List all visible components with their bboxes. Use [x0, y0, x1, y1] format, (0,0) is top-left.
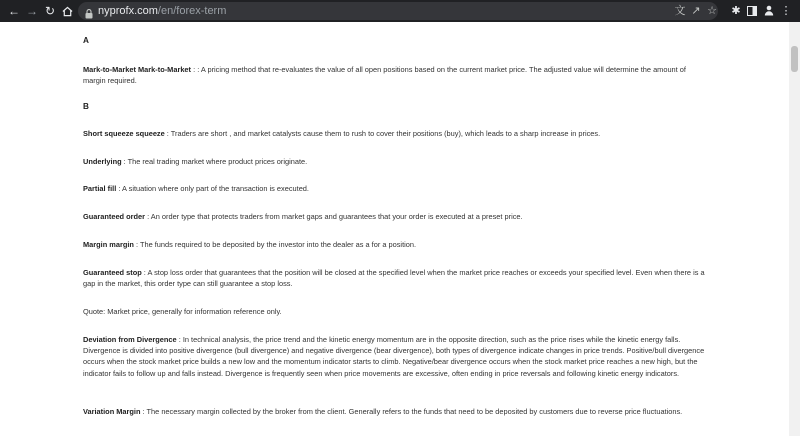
- term-definition: Quote: Market price, generally for information reference only.: [83, 307, 282, 316]
- glossary-entry: [83, 156, 708, 167]
- arrow-left-icon[interactable]: ←: [8, 4, 20, 18]
- term-separator: :: [121, 157, 128, 166]
- address-bar[interactable]: [78, 2, 718, 20]
- star-icon[interactable]: ☆: [707, 5, 717, 17]
- term-separator: :: [176, 335, 183, 344]
- term-separator: :: [141, 268, 148, 277]
- term-separator: :: [164, 129, 171, 138]
- term-definition: A situation where only part of the transaction is executed.: [122, 184, 309, 193]
- profile-icon[interactable]: [761, 3, 777, 19]
- glossary-entry: [83, 334, 708, 379]
- page-content: [0, 22, 789, 436]
- glossary-entry: [83, 183, 708, 194]
- kebab-menu-icon[interactable]: ⋮: [780, 5, 792, 17]
- section-letter-b: B: [83, 102, 89, 111]
- glossary-entry: [83, 239, 708, 250]
- url-domain: nyprofx.com: [98, 5, 158, 17]
- term-definition: Traders are short , and market catalysts cause them to rush to cover their positions (buy), which leads to a sharp increase in prices.: [170, 129, 601, 138]
- term-definition: In technical analysis, the price trend and the kinetic energy momentum are in the opposite direction, such as the price rises while the kinetic energy falls. Divergence is divided into positive divergence (bull divergence) and negative divergence (bear divergence), both types of divergence indicate changes in price trends. Positive/bull divergence occurs when the stock market price builds a new low and the momentum indicator starts to climb. Negative/bear divergence occurs when the stock market price reaches a new high, but the indicator fails to follow up and falls instead. Divergence is frequently seen when price movements are excessive, often ending in price reversals and following kinetic energy indicators.: [83, 335, 705, 378]
- term-label: Margin margin: [83, 240, 134, 249]
- term-label: Underlying: [83, 157, 122, 166]
- glossary-entry: [83, 211, 708, 222]
- term-label: Deviation from Divergence: [83, 335, 177, 344]
- vertical-scrollbar[interactable]: [789, 22, 800, 436]
- term-label: Guaranteed order: [83, 212, 146, 221]
- term-definition: : A pricing method that re-evaluates the value of all open positions based on the current market price. The adjusted value will determine the amount of margin required.: [83, 65, 686, 86]
- scrollbar-thumb[interactable]: [791, 46, 798, 72]
- glossary-entry: [83, 406, 708, 417]
- lock-icon[interactable]: [85, 6, 93, 16]
- term-definition: An order type that protects traders from market gaps and guarantees that your order is executed at a preset price.: [150, 212, 523, 221]
- url-path: /en/forex-term: [157, 5, 227, 17]
- term-definition: The funds required to be deposited by the investor into the dealer as a for a position.: [139, 240, 417, 249]
- reload-icon[interactable]: ↻: [44, 4, 56, 18]
- term-definition: The real trading market where product prices originate.: [127, 157, 308, 166]
- side-panel-icon[interactable]: [744, 3, 760, 19]
- glossary-entry: [83, 128, 708, 139]
- home-icon[interactable]: [59, 3, 75, 19]
- term-label: Variation Margin: [83, 407, 141, 416]
- term-separator: :: [145, 212, 151, 221]
- term-label: Short squeeze squeeze: [83, 129, 165, 138]
- glossary-entry: [83, 267, 708, 289]
- term-separator: :: [116, 184, 123, 193]
- glossary-entry: [83, 64, 708, 86]
- term-separator: :: [140, 407, 147, 416]
- browser-toolbar: [0, 0, 800, 22]
- share-icon[interactable]: ↗: [691, 5, 701, 17]
- term-separator: :: [133, 240, 140, 249]
- term-label: Mark-to-Market Mark-to-Market: [83, 65, 192, 74]
- term-definition: A stop loss order that guarantees that the position will be closed at the specified level when the market price reaches or exceeds your specified level. Even when there is a gap in the market, this order type can still guarantee a stop loss.: [83, 268, 705, 289]
- url-text[interactable]: [98, 4, 226, 18]
- section-letter-a: A: [83, 36, 89, 45]
- glossary-entry: [83, 306, 708, 317]
- term-separator: :: [191, 65, 198, 74]
- arrow-right-icon[interactable]: →: [26, 4, 38, 18]
- term-label: Guaranteed stop: [83, 268, 142, 277]
- puzzle-icon[interactable]: ✱: [731, 5, 741, 17]
- term-definition: The necessary margin collected by the broker from the client. Generally refers to the funds that need to be deposited by customers due to reverse price fluctuations.: [146, 407, 683, 416]
- translate-icon[interactable]: 文: [674, 5, 686, 17]
- term-label: Partial fill: [83, 184, 117, 193]
